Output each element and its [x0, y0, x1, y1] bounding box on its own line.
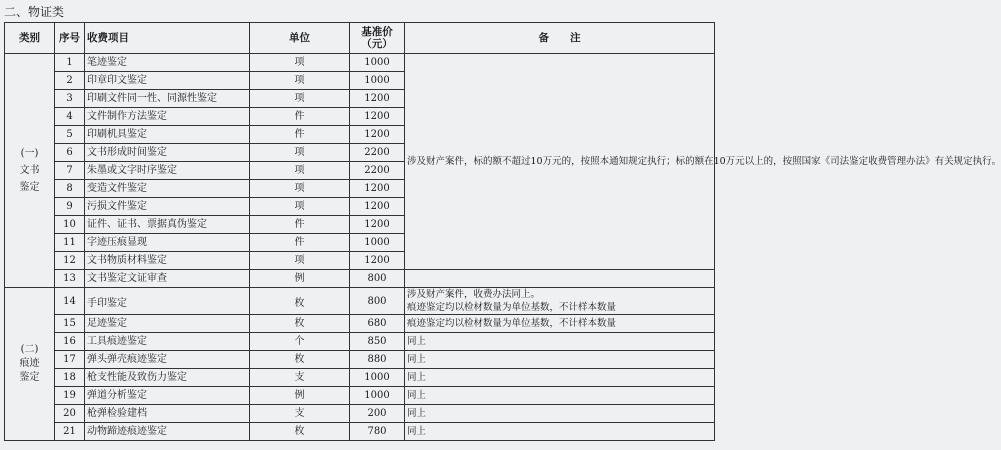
- item-cell: 印章印文鉴定: [85, 72, 250, 90]
- item-cell: 枪支性能及致伤力鉴定: [85, 369, 250, 387]
- unit-cell: 项: [250, 90, 350, 108]
- price-cell: 1200: [350, 108, 405, 126]
- category-label: (一): [20, 148, 39, 159]
- category-label: (二): [20, 344, 39, 355]
- seq-cell: 10: [55, 216, 85, 234]
- remark-cell: [405, 270, 715, 288]
- item-cell: 手印鉴定: [85, 288, 250, 315]
- remark-line: 痕迹鉴定均以检材数量为单位基数，不计样本数量: [407, 302, 617, 313]
- price-cell: 1000: [350, 387, 405, 405]
- item-cell: 印刷文件同一性、同源性鉴定: [85, 90, 250, 108]
- unit-cell: 项: [250, 180, 350, 198]
- price-cell: 1200: [350, 252, 405, 270]
- seq-cell: 12: [55, 252, 85, 270]
- header-price-line1: 基准价: [361, 26, 393, 38]
- remark-cell: 同上: [405, 351, 715, 369]
- price-cell: 880: [350, 351, 405, 369]
- unit-cell: 枚: [250, 423, 350, 441]
- table-row: [5, 351, 715, 369]
- remark-cell-document: 涉及财产案件，标的额不超过10万元的，按照本通知规定执行；标的额在10万元以上的，按照国家《司法鉴定收费管理办法》有关规定执行。: [405, 54, 715, 270]
- seq-cell: 4: [55, 108, 85, 126]
- table-row: [5, 423, 715, 441]
- price-cell: 780: [350, 423, 405, 441]
- item-cell: 污损文件鉴定: [85, 198, 250, 216]
- seq-cell: 14: [55, 288, 85, 315]
- remark-cell: 同上: [405, 405, 715, 423]
- table-row: [5, 333, 715, 351]
- seq-cell: 1: [55, 54, 85, 72]
- remark-line: 涉及财产案件，收费办法同上。: [407, 289, 541, 300]
- seq-cell: 3: [55, 90, 85, 108]
- category-label: 文书: [19, 165, 40, 176]
- unit-cell: 件: [250, 126, 350, 144]
- table-row: [5, 387, 715, 405]
- seq-cell: 6: [55, 144, 85, 162]
- unit-cell: 枚: [250, 351, 350, 369]
- seq-cell: 5: [55, 126, 85, 144]
- section-title: 二、物证类: [4, 5, 65, 19]
- price-cell: 200: [350, 405, 405, 423]
- header-item: 收费项目: [85, 23, 250, 54]
- item-cell: 字迹压痕显现: [85, 234, 250, 252]
- item-cell: 弹道分析鉴定: [85, 387, 250, 405]
- item-cell: 朱墨或文字时序鉴定: [85, 162, 250, 180]
- unit-cell: 项: [250, 54, 350, 72]
- category-label: 痕迹: [19, 358, 40, 369]
- item-cell: 变造文件鉴定: [85, 180, 250, 198]
- item-cell: 印刷机具鉴定: [85, 126, 250, 144]
- price-cell: 800: [350, 270, 405, 288]
- unit-cell: 枚: [250, 315, 350, 333]
- item-cell: 弹头弹壳痕迹鉴定: [85, 351, 250, 369]
- table-row: [5, 405, 715, 423]
- seq-cell: 8: [55, 180, 85, 198]
- unit-cell: 支: [250, 405, 350, 423]
- category-label: 鉴定: [19, 372, 40, 383]
- item-cell: 枪弹检验建档: [85, 405, 250, 423]
- table-row: [5, 369, 715, 387]
- price-cell: 850: [350, 333, 405, 351]
- table-row: [5, 270, 715, 288]
- seq-cell: 2: [55, 72, 85, 90]
- price-cell: 1000: [350, 234, 405, 252]
- item-cell: 工具痕迹鉴定: [85, 333, 250, 351]
- seq-cell: 18: [55, 369, 85, 387]
- price-cell: 1200: [350, 180, 405, 198]
- unit-cell: 个: [250, 333, 350, 351]
- remark-cell: 同上: [405, 423, 715, 441]
- header-price-line2: （元）: [361, 38, 393, 50]
- header-remark: 备 注: [405, 23, 715, 54]
- unit-cell: 例: [250, 387, 350, 405]
- remark-cell: 痕迹鉴定均以检材数量为单位基数，不计样本数量: [405, 315, 715, 333]
- price-cell: 1000: [350, 72, 405, 90]
- category-cell-document: [5, 54, 55, 288]
- price-cell: 1200: [350, 90, 405, 108]
- seq-cell: 9: [55, 198, 85, 216]
- unit-cell: 件: [250, 234, 350, 252]
- unit-cell: 件: [250, 216, 350, 234]
- unit-cell: 项: [250, 198, 350, 216]
- header-seq: 序号: [55, 23, 85, 54]
- unit-cell: 枚: [250, 288, 350, 315]
- item-cell: 足迹鉴定: [85, 315, 250, 333]
- remark-cell: 同上: [405, 333, 715, 351]
- category-cell-trace: [5, 288, 55, 441]
- seq-cell: 16: [55, 333, 85, 351]
- seq-cell: 21: [55, 423, 85, 441]
- price-cell: 2200: [350, 162, 405, 180]
- item-cell: 文书形成时间鉴定: [85, 144, 250, 162]
- fee-table: [4, 22, 1001, 441]
- table-row: [5, 315, 715, 333]
- price-cell: 800: [350, 288, 405, 315]
- table-row: [5, 54, 715, 72]
- seq-cell: 11: [55, 234, 85, 252]
- seq-cell: 13: [55, 270, 85, 288]
- price-cell: 2200: [350, 144, 405, 162]
- item-cell: 证件、证书、票据真伪鉴定: [85, 216, 250, 234]
- unit-cell: 项: [250, 144, 350, 162]
- price-cell: 1200: [350, 126, 405, 144]
- unit-cell: 支: [250, 369, 350, 387]
- header-row: [5, 23, 715, 54]
- unit-cell: 项: [250, 252, 350, 270]
- seq-cell: 19: [55, 387, 85, 405]
- item-cell: 文书鉴定文证审查: [85, 270, 250, 288]
- price-cell: 680: [350, 315, 405, 333]
- table-row: [5, 288, 715, 315]
- price-cell: 1000: [350, 369, 405, 387]
- header-unit: 单位: [250, 23, 350, 54]
- item-cell: 动物蹄迹痕迹鉴定: [85, 423, 250, 441]
- seq-cell: 7: [55, 162, 85, 180]
- header-category: 类别: [5, 23, 55, 54]
- item-cell: 文件制作方法鉴定: [85, 108, 250, 126]
- remark-cell: 同上: [405, 369, 715, 387]
- unit-cell: 件: [250, 108, 350, 126]
- header-price: [350, 23, 405, 54]
- seq-cell: 20: [55, 405, 85, 423]
- price-cell: 1200: [350, 198, 405, 216]
- unit-cell: 项: [250, 162, 350, 180]
- unit-cell: 项: [250, 72, 350, 90]
- seq-cell: 17: [55, 351, 85, 369]
- seq-cell: 15: [55, 315, 85, 333]
- remark-cell: [405, 288, 715, 315]
- item-cell: 笔迹鉴定: [85, 54, 250, 72]
- item-cell: 文书物质材料鉴定: [85, 252, 250, 270]
- price-cell: 1200: [350, 216, 405, 234]
- category-label: 鉴定: [19, 182, 40, 193]
- unit-cell: 例: [250, 270, 350, 288]
- remark-cell: 同上: [405, 387, 715, 405]
- price-cell: 1000: [350, 54, 405, 72]
